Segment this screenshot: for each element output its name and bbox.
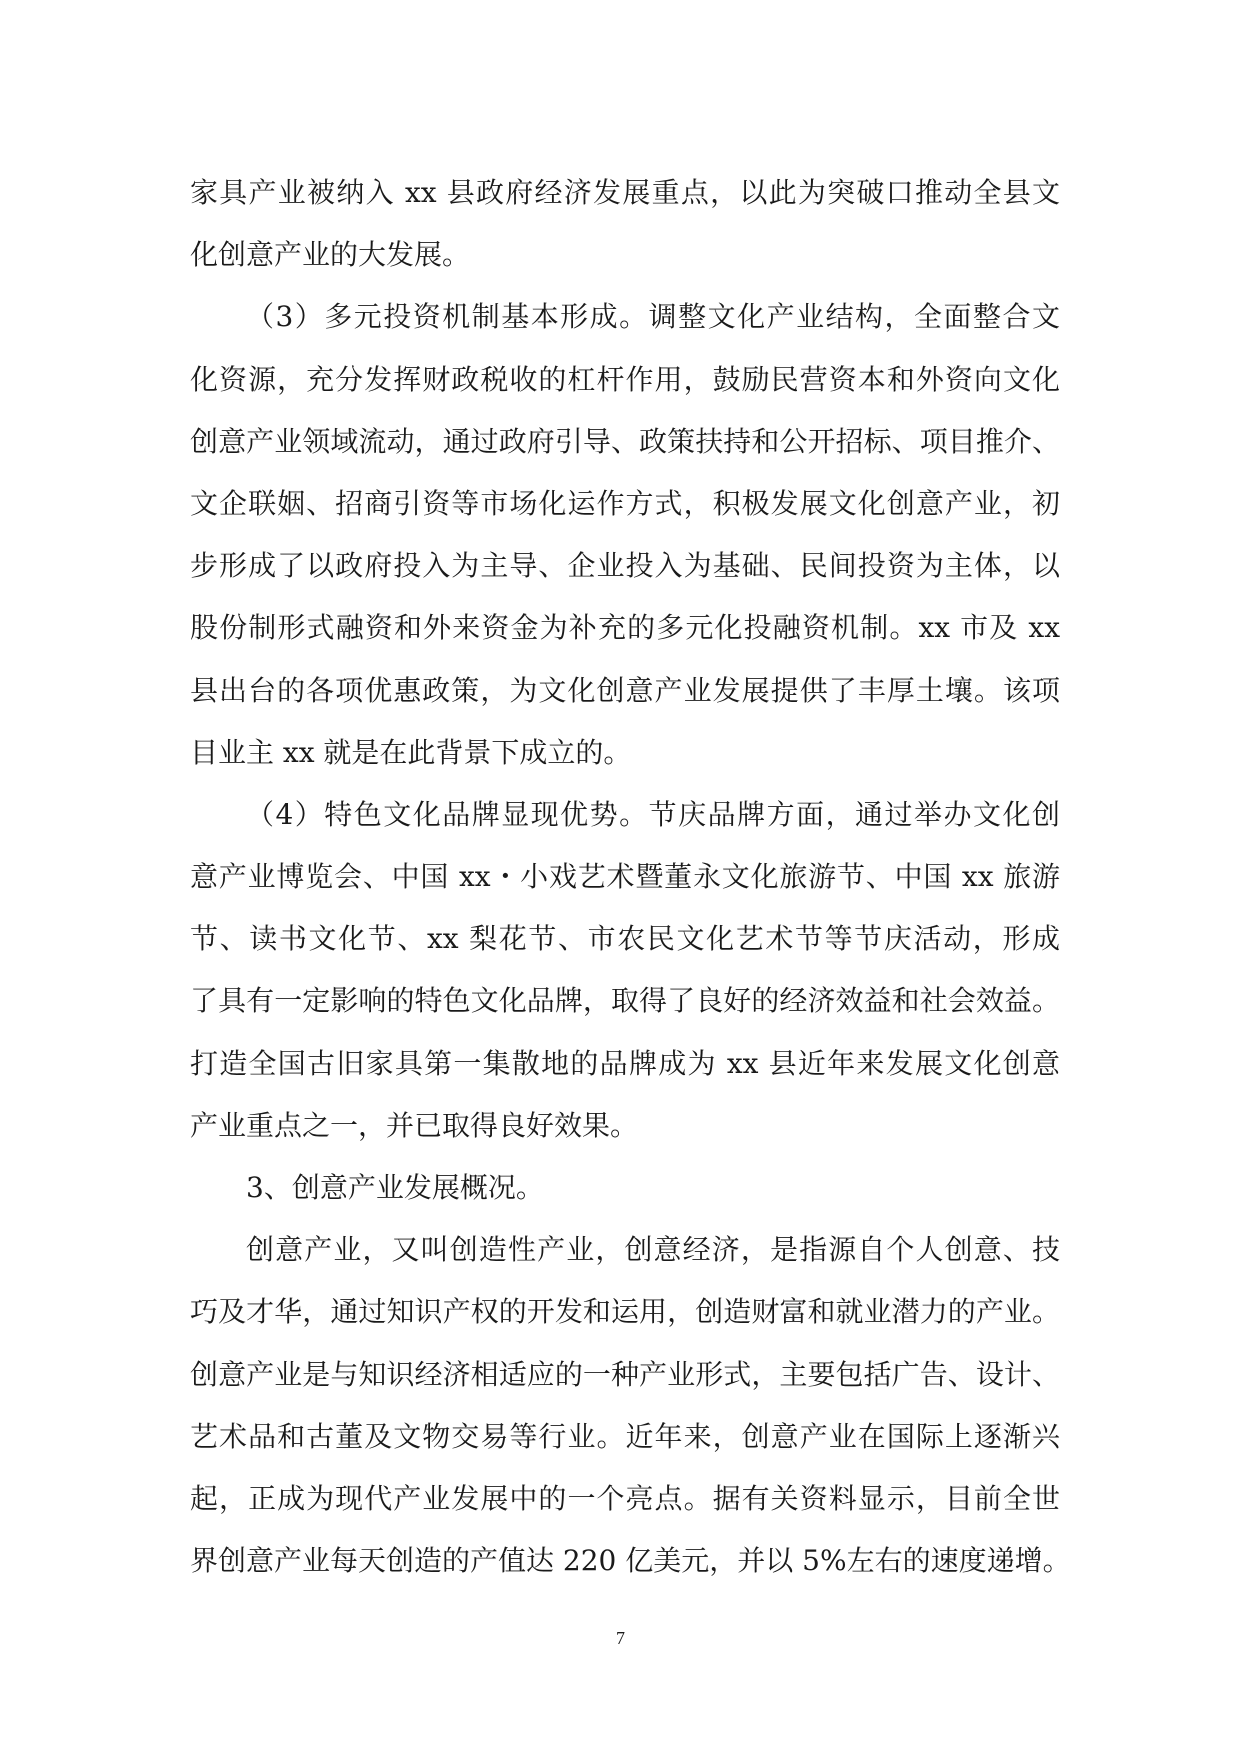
text-line: 打造全国古旧家具第一集散地的品牌成为 xx 县近年来发展文化创意 <box>190 1046 1060 1080</box>
text-line: 意产业博览会、中国 xx・小戏艺术暨董永文化旅游节、中国 xx 旅游 <box>190 860 1060 894</box>
text-line: 文企联姻、招商引资等市场化运作方式，积极发展文化创意产业，初 <box>190 486 1060 520</box>
page-number: 7 <box>616 1628 625 1648</box>
text-line: 创意产业是与知识经济相适应的一种产业形式，主要包括广告、设计、 <box>190 1357 1060 1391</box>
paragraph-start-line: （4）特色文化品牌显现优势。节庆品牌方面，通过举办文化创 <box>246 797 1060 831</box>
text-line: 化创意产业的大发展。 <box>190 238 471 272</box>
text-line: 股份制形式融资和外来资金为补充的多元化投融资机制。xx 市及 xx <box>190 611 1060 645</box>
text-line: 步形成了以政府投入为主导、企业投入为基础、民间投资为主体，以 <box>190 549 1060 583</box>
text-line: 目业主 xx 就是在此背景下成立的。 <box>190 735 632 769</box>
paragraph-start-line: （3）多元投资机制基本形成。调整文化产业结构，全面整合文 <box>246 300 1060 334</box>
text-line: 产业重点之一，并已取得良好效果。 <box>190 1108 639 1142</box>
text-line: 界创意产业每天创造的产值达 220 亿美元，并以 5%左右的速度递增。 <box>190 1544 1071 1578</box>
text-line: 巧及才华，通过知识产权的开发和运用，创造财富和就业潜力的产业。 <box>190 1295 1060 1329</box>
section-heading: 3、创意产业发展概况。 <box>246 1171 544 1204</box>
paragraph-start-line: 创意产业，又叫创造性产业，创意经济，是指源自个人创意、技 <box>246 1233 1060 1267</box>
text-line: 家具产业被纳入 xx 县政府经济发展重点，以此为突破口推动全县文 <box>190 176 1060 209</box>
text-line: 创意产业领域流动，通过政府引导、政策扶持和公开招标、项目推介、 <box>190 424 1060 458</box>
text-line: 化资源，充分发挥财政税收的杠杆作用，鼓励民营资本和外资向文化 <box>190 362 1060 396</box>
text-line: 了具有一定影响的特色文化品牌，取得了良好的经济效益和社会效益。 <box>190 984 1060 1018</box>
text-line: 节、读书文化节、xx 梨花节、市农民文化艺术节等节庆活动，形成 <box>190 922 1060 956</box>
text-line: 起，正成为现代产业发展中的一个亮点。据有关资料显示，目前全世 <box>190 1481 1060 1515</box>
body-text <box>190 162 1071 1592</box>
text-line: 艺术品和古董及文物交易等行业。近年来，创意产业在国际上逐渐兴 <box>190 1419 1060 1453</box>
text-line: 县出台的各项优惠政策，为文化创意产业发展提供了丰厚土壤。该项 <box>190 673 1060 707</box>
